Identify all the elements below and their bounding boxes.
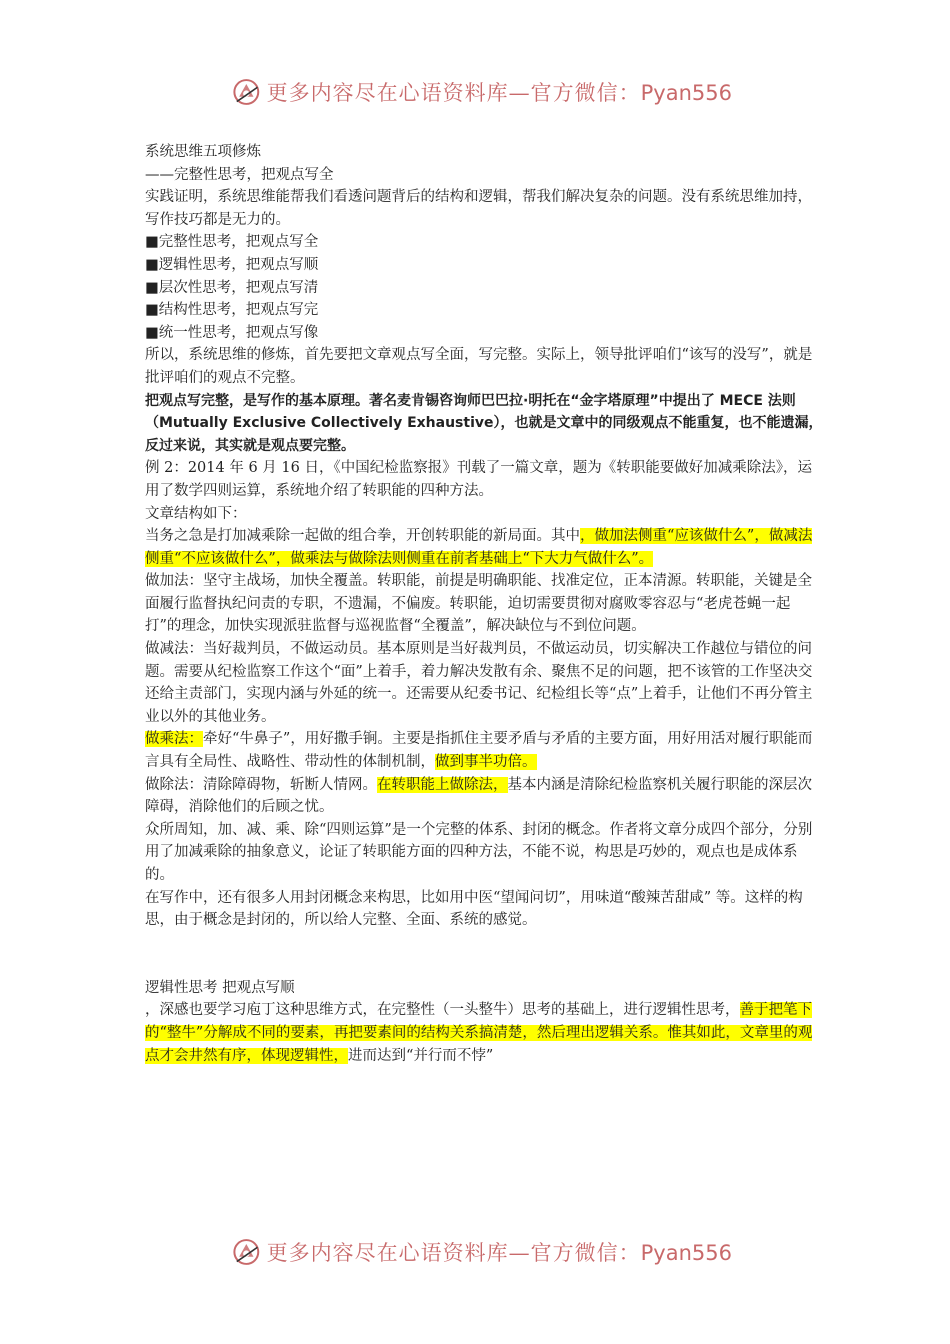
mul-highlight-label: 做乘法： <box>145 731 203 748</box>
mul-text: 牵好“牛鼻子”，用好撒手锏。主要是指抓住主要矛盾与矛盾的主要方面，用好用活对履行职能而言具有全局性、战略性、带动性的体制机制， <box>145 731 813 771</box>
header-banner <box>232 70 732 114</box>
bullet-item: ■层次性思考，把观点写清 <box>145 279 319 296</box>
mul-paragraph <box>145 728 825 773</box>
header-banner-text <box>267 77 732 107</box>
add-paragraph: 做加法：坚守主战场，加快全覆盖。转职能，前提是明确职能、找准定位，正本清源。转职能，关键是全面履行监督执纪问责的专职，不遗漏，不偏废。转职能，迫切需要贯彻对腐败零容忍与“老虎苍蝇一起打”的理念，加快实现派驻监督与巡视监督“全覆盖”，解决缺位与不到位问题。 <box>145 573 812 635</box>
brand-logo-icon <box>232 74 261 110</box>
footer-banner-account: Pyan556 <box>640 1241 732 1265</box>
bullet-item: ■逻辑性思考，把观点写顺 <box>145 256 319 273</box>
logic-text-end: 进而达到“并行而不悖” <box>348 1047 494 1064</box>
bullet-item: ■统一性思考，把观点写像 <box>145 324 319 341</box>
intro-paragraph: 实践证明，系统思维能帮我们看透问题背后的结构和逻辑，帮我们解决复杂的问题。没有系统思维加持，写作技巧都是无力的。 <box>145 189 812 228</box>
doc-subtitle: ——完整性思考，把观点写全 <box>145 166 334 183</box>
bullet-item: ■结构性思考，把观点写完 <box>145 302 319 319</box>
footer-banner-label: 更多内容尽在心语资料库—官方微信： <box>266 1241 641 1265</box>
document-body <box>145 141 825 1067</box>
footer-banner <box>232 1230 732 1274</box>
known-paragraph: 众所周知，加、减、乘、除“四则运算”是一个完整的体系、封闭的概念。作者将文章分成四个部分，分别用了加减乘除的抽象意义，论证了转职能方面的四种方法，不能不说，构思是巧妙的，观点也是成体系的。 <box>145 821 813 883</box>
sub-paragraph: 做减法：当好裁判员，不做运动员。基本原则是当好裁判员，不做运动员，切实解决工作越位与错位的问题。需要从纪检监察工作这个“面”上着手，着力解决发散有余、聚焦不足的问题，把不该管的工作坚决交还给主责部门，实现内涵与外延的统一。还需要从纪委书记、纪检组长等“点”上着手，让他们不再分管主业以外的其他业务。 <box>145 641 813 725</box>
so-paragraph: 所以，系统思维的修炼，首先要把文章观点写全面，写完整。实际上，领导批评咱们“该写的没写”，就是批评咱们的观点不完整。 <box>145 347 813 386</box>
div-text-end: 基本内涵是清除纪检监察机关履行职能的深层次障碍，消除他们的后顾之忧。 <box>145 776 812 816</box>
logic-text: ，深感也要学习庖丁这种思维方式，在完整性（一头整牛）思考的基础上，进行逻辑性思考， <box>145 1002 740 1019</box>
urgent-paragraph <box>145 525 825 570</box>
logic-highlight: 善于把笔下的“整牛”分解成不同的要素，再把要素间的结构关系搞清楚，然后理出逻辑关系。惟其如此，文章里的观点才会井然有序，体现逻辑性， <box>145 1002 813 1064</box>
section-spacer <box>145 932 825 977</box>
mul-highlight-end: 做到事半功倍。 <box>435 754 537 771</box>
brand-logo-icon <box>232 1234 261 1270</box>
urgent-highlight: ，做加法侧重“应该做什么”，做减法侧重“不应该做什么”，做乘法与做除法则侧重在前者基础上“下大力气做什么”。 <box>145 528 813 567</box>
mece-paragraph: 把观点写完整，是写作的基本原理。著名麦肯锡咨询师巴巴拉·明托在“金字塔原理”中提出了 MECE 法则（Mutually Exclusive Collectively Exhaustive），也就是文章中的同级观点不能重复，也不能遗漏，反过来说，其实就是观点要完整。 <box>145 392 823 454</box>
doc-title: 系统思维五项修炼 <box>145 144 261 160</box>
urgent-text: 当务之急是打加减乘除一起做的组合拳，开创转职能的新局面。其中 <box>145 528 580 545</box>
logic-title: 逻辑性思考 把观点写顺 <box>145 979 295 996</box>
header-banner-label: 更多内容尽在心语资料库—官方微信： <box>266 81 641 105</box>
header-banner-account: Pyan556 <box>640 81 732 105</box>
example-paragraph: 例 2：2014 年 6 月 16 日，《中国纪检监察报》刊载了一篇文章，题为《转职能要做好加减乘除法》，运用了数学四则运算，系统地介绍了转职能的四种方法。 <box>145 460 812 499</box>
div-paragraph <box>145 774 825 819</box>
div-highlight: 在转职能上做除法， <box>377 776 508 793</box>
structure-label: 文章结构如下： <box>145 505 247 522</box>
closing-paragraph: 在写作中，还有很多人用封闭概念来构思，比如用中医“望闻问切”，用味道“酸辣苦甜咸” 等。这样的构思，由于概念是封闭的，所以给人完整、全面、系统的感觉。 <box>145 889 803 929</box>
bullet-item: ■完整性思考，把观点写全 <box>145 234 319 251</box>
logic-paragraph <box>145 999 825 1067</box>
div-text-start: 做除法：清除障碍物，斩断人情网。 <box>145 776 377 793</box>
footer-banner-text <box>267 1237 732 1267</box>
